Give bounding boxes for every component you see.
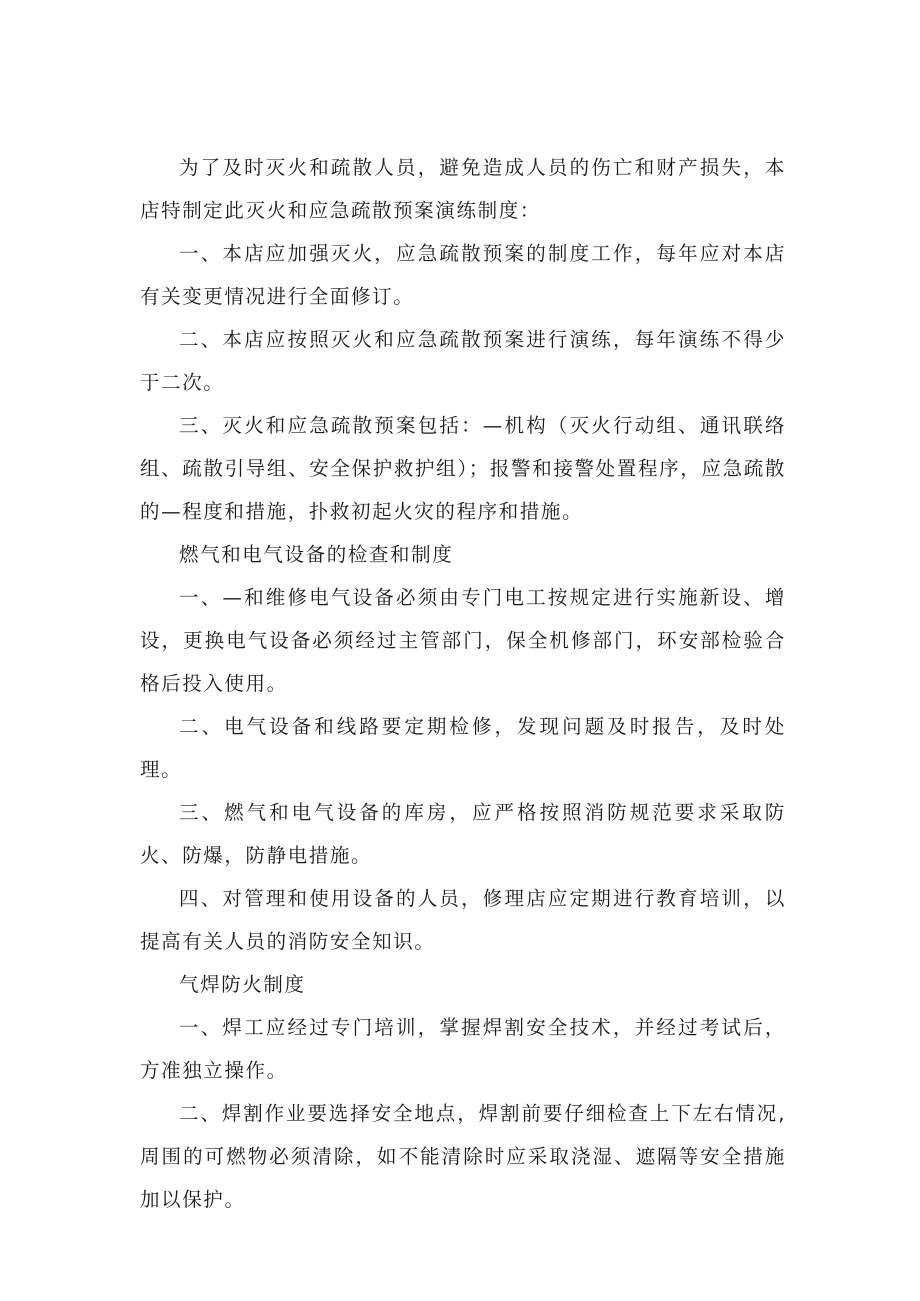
section-title-gas-electric: 燃气和电气设备的检查和制度: [179, 543, 454, 566]
paragraph-rule-1: 一、本店应加强灭火，应急疏散预案的制度工作，每年应对本店有关变更情况进行全面修订。: [140, 242, 786, 308]
paragraph-rule-2: 二、本店应按照灭火和应急疏散预案进行演练，每年演练不得少于二次。: [140, 328, 786, 394]
paragraph-rule-3: 三、灭火和应急疏散预案包括：—机构（灭火行动组、通讯联络组、疏散引导组、安全保护救护组）；报警和接警处置程序，应急疏散的—程度和措施，扑救初起火灾的程序和措施。: [140, 414, 786, 523]
paragraph-gas-electric-4: 四、对管理和使用设备的人员，修理店应定期进行教育培训，以提高有关人员的消防安全知识。: [140, 887, 786, 953]
paragraph-welding-1: 一、焊工应经过专门培训，掌握焊割安全技术，并经过考试后，方准独立操作。: [140, 1016, 786, 1082]
paragraph-welding-2: 二、焊割作业要选择安全地点，焊割前要仔细检查上下左右情况,周围的可燃物必须清除，如不能清除时应采取浇湿、遮隔等安全措施加以保护。: [140, 1102, 786, 1211]
paragraph-gas-electric-1: 一、—和维修电气设备必须由专门电工按规定进行实施新设、增设，更换电气设备必须经过主管部门，保全机修部门，环安部检验合格后投入使用。: [140, 586, 786, 695]
paragraph-gas-electric-2: 二、电气设备和线路要定期检修，发现问题及时报告，及时处理。: [140, 715, 786, 781]
document-page: [140, 146, 786, 1221]
paragraph-intro: 为了及时灭火和疏散人员，避免造成人员的伤亡和财产损失，本店特制定此灭火和应急疏散预案演练制度：: [140, 156, 786, 222]
paragraph-gas-electric-3: 三、燃气和电气设备的库房，应严格按照消防规范要求采取防火、防爆，防静电措施。: [140, 801, 786, 867]
section-title-welding: 气焊防火制度: [179, 973, 306, 996]
